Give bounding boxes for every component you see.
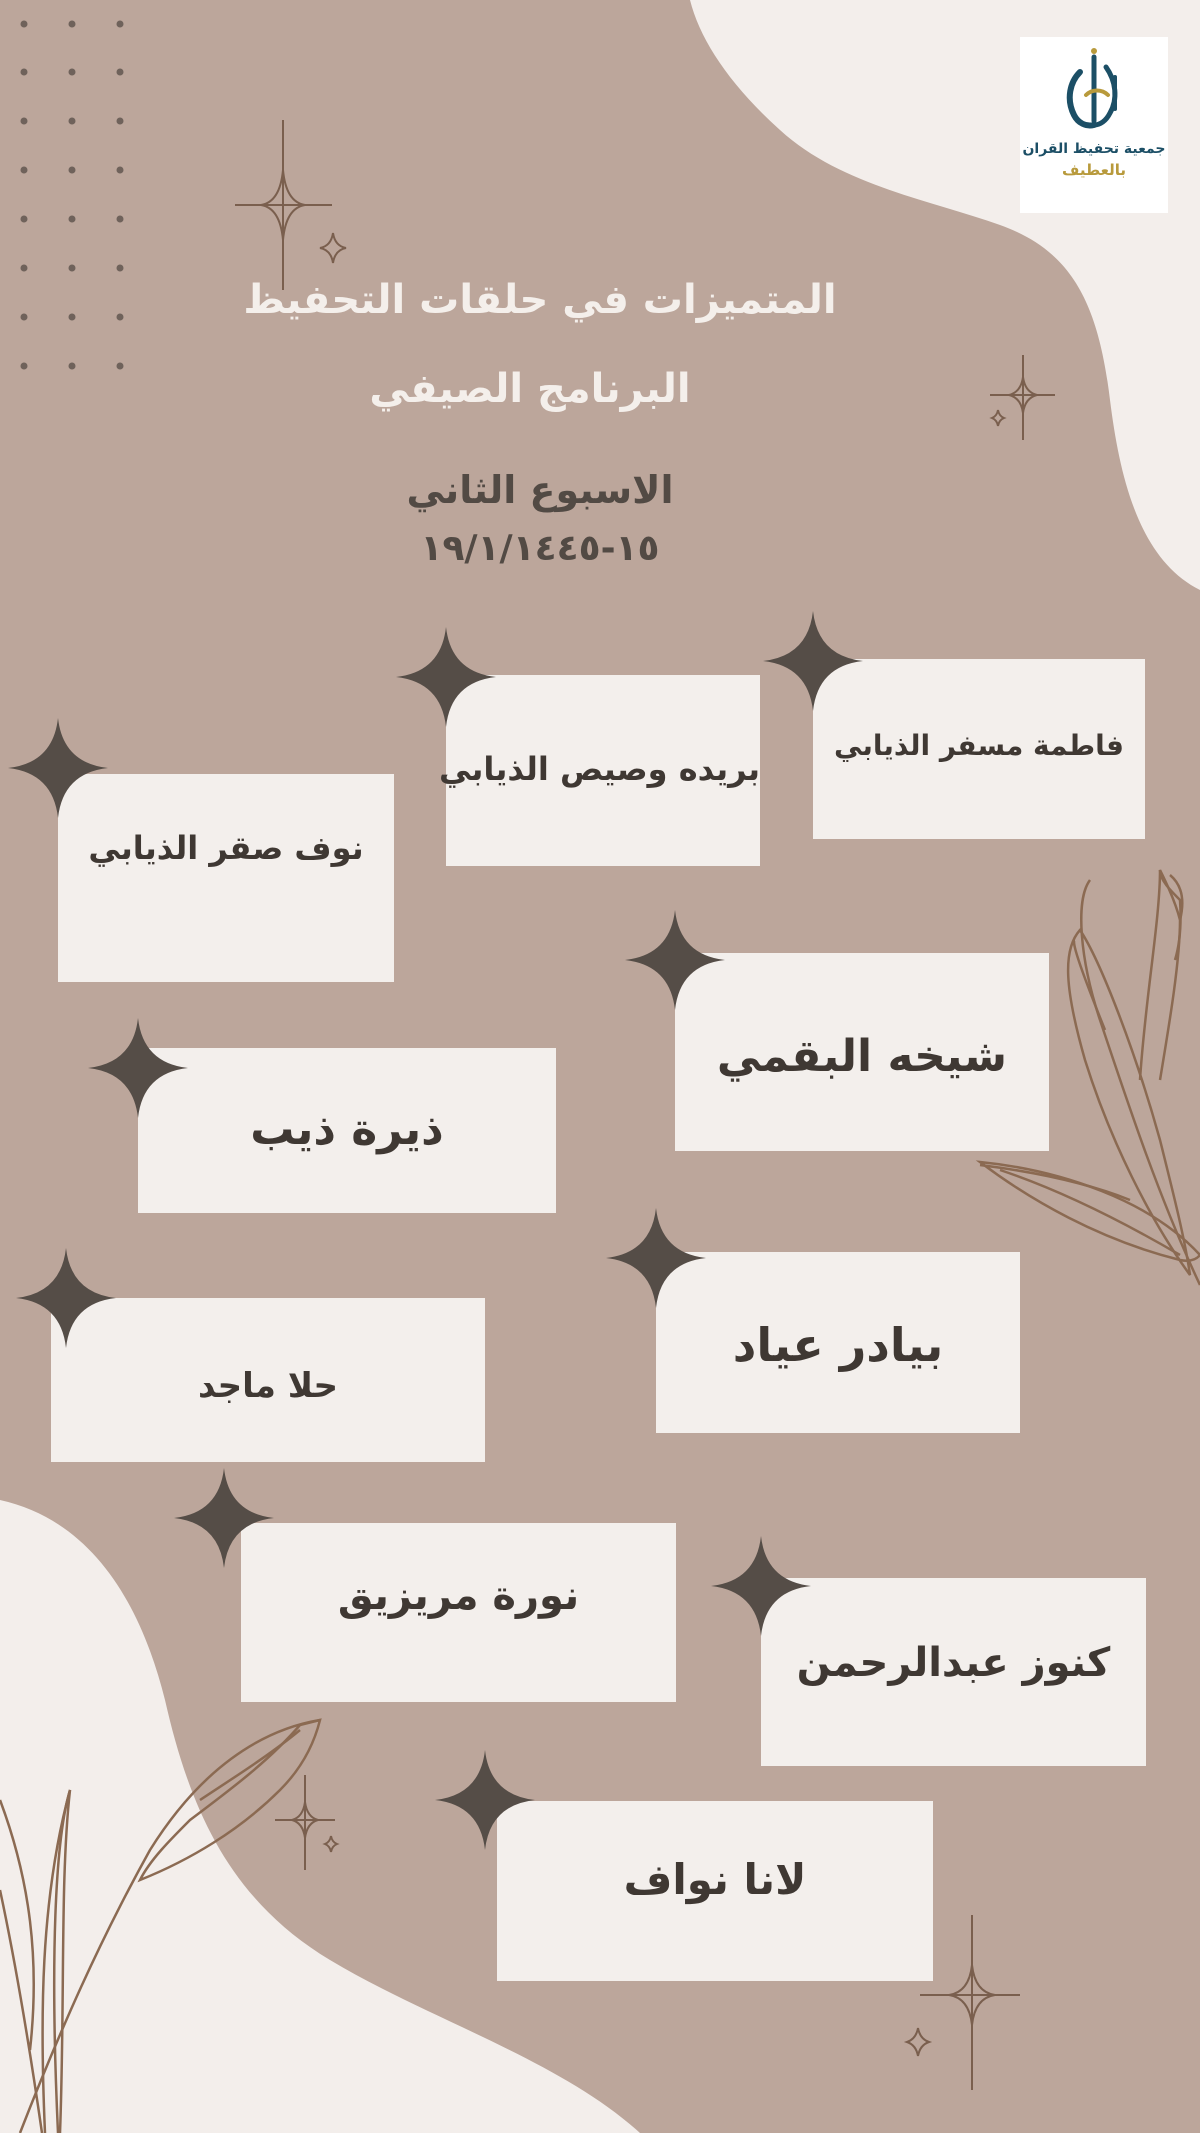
star-icon	[8, 718, 108, 818]
student-name: بريده وصيص الذيابي	[438, 750, 760, 788]
date-range: ١٥-١٩/١/١٤٤٥	[420, 528, 660, 569]
student-card	[241, 1523, 676, 1702]
week-label: الاسبوع الثاني	[406, 468, 674, 512]
poster-subtitle: البرنامج الصيفي	[369, 366, 691, 412]
star-icon	[16, 1248, 116, 1348]
star-icon	[606, 1208, 706, 1308]
student-card	[761, 1578, 1146, 1766]
student-name: كنوز عبدالرحمن	[796, 1640, 1111, 1686]
student-name: حلا ماجد	[197, 1366, 339, 1406]
star-icon	[435, 1750, 535, 1850]
student-card	[51, 1298, 485, 1462]
quran-calligraphy-logo-icon	[1020, 37, 1168, 213]
student-card	[58, 774, 394, 982]
star-icon	[711, 1536, 811, 1636]
logo-location-line: بالعطيف	[1062, 161, 1126, 179]
star-icon	[88, 1018, 188, 1118]
student-name: فاطمة مسفر الذيابي	[833, 729, 1125, 762]
student-card	[656, 1252, 1020, 1433]
star-icon	[174, 1468, 274, 1568]
student-name: شيخه البقمي	[716, 1031, 1008, 1082]
student-name: لانا نواف	[623, 1855, 807, 1904]
association-logo	[1020, 37, 1168, 213]
star-icon	[763, 611, 863, 711]
student-name: نوف صقر الذيابي	[88, 829, 364, 867]
student-name: بيادر عياد	[732, 1318, 944, 1372]
logo-name-line: جمعية تحفيظ القران	[1022, 141, 1166, 157]
star-icon	[625, 910, 725, 1010]
student-card	[138, 1048, 556, 1213]
student-name: ذيرة ذيب	[250, 1104, 444, 1155]
student-name: نورة مريزيق	[337, 1573, 580, 1619]
student-card	[497, 1801, 933, 1981]
poster-title: المتميزات في حلقات التحفيظ	[243, 277, 837, 323]
student-card	[675, 953, 1049, 1151]
star-icon	[396, 627, 496, 727]
